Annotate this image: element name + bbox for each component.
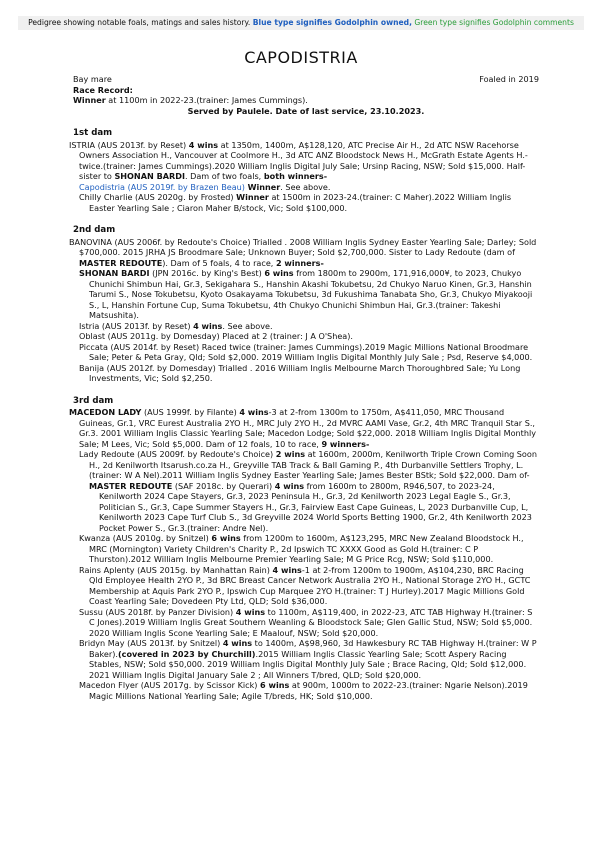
- foal-entry-rains-aplenty: Rains Aplenty (AUS 2015g. by Manhattan Rain) 4 wins-1 at 2-from 1200m to 1900m, A$104,230, BRC Racing Qld Employee Health 2YO P., 3d BRC Breast Cancer Network Australia 2YO H., National Storage 2YO H., GCTC Membership at Aquis Park 2YO P., Ipswich Cup Marquee 2YO H.(trainer: T J Hurley).2017 Magic Millions Gold Coast Yearling Sale; Dovedeen Pty Ltd, QLD; Sold $36,000.: [79, 564, 531, 606]
- foal-entry-master-redoute: MASTER REDOUTE (SAF 2018c. by Querari) 4 wins from 1600m to 2800m, R946,507, to 2023-24, Kenilworth 2024 Cape Stayers, Gr.3, 2023 Peninsula H., Gr.3, 2d Kenilworth 2023 Legal Eagle S., Gr.3, Politician S., Gr.3, Cape Summer Stayers H., Gr.3, Fairview East Cape Guineas, L, 2023 Durbanville Cup, L, Kenilworth 2023 Cape Turf Club S., 3d Greyville 2024 World Sports Betting 1900, Gr.2, 4th Kenilworth 2023 Pocket Power S., Gr.3.(trainer: Andre Nel).: [89, 480, 532, 533]
- race-record-label: Race Record:: [73, 84, 133, 95]
- third-dam-section: [69, 395, 539, 702]
- foal-entry-lady-redoute: Lady Redoute (AUS 2009f. by Redoute's Choice) 2 wins at 1600m, 2000m, Kenilworth Triple Crown Coming Soon H., 2d Kenilworth Itsarush.co.za H., Greyville TAB Track & Ball Gaming P., 4th Durbanville Settlers Trophy, L.(trainer: W A Nel).2011 William Inglis Sydney Easter Yearling Sale; James Bester BStk; Sold $22,000. Dam of-: [79, 449, 537, 480]
- dam-entry-macedon-lady: MACEDON LADY (AUS 1999f. by Filante) 4 wins-3 at 2-from 1300m to 1750m, A$411,050, MRC Thousand Guineas, Gr.1, VRC Eurest Australia 2YO H., MRC July 2YO H., 2d MVRC AAMI Vase, Gr.2, 4th MRC Tranquil Star S., Gr.3. 2001 William Inglis Classic Yearling Sale; Macedon Lodge; Sold $22,000. 2018 William Inglis Digital Monthly Sale; M Lees, Vic; Sold $5,000. Dam of 12 foals, 10 to race, 9 winners-: [69, 407, 537, 449]
- foal-entry-istria: Istria (AUS 2013f. by Reset) 4 wins. See above.: [79, 320, 273, 331]
- service-info: Served by Paulele. Date of last service, 23.10.2023.: [187, 105, 425, 116]
- horse-sex: Bay mare: [73, 74, 112, 84]
- dam-entry-banovina: BANOVINA (AUS 2006f. by Redoute's Choice) Trialled . 2008 William Inglis Sydney Easter Yearling Sale; Darley; Sold $700,000. 2015 JRHA JS Broodmare Sale; Unknown Buyer; Sold $2,700,000. Sister to Lady Redoute (dam of MASTER REDOUTE). Dam of 5 foals, 4 to race, 2 winners-: [69, 236, 537, 268]
- second-dam-section: [69, 225, 539, 384]
- legend-green: Green type signifies Godolphin comments: [414, 18, 574, 27]
- pedigree-body: [69, 74, 539, 701]
- foal-entry-oblast: Oblast (AUS 2011g. by Domesday) Placed at 2 (trainer: J A O'Shea).: [79, 331, 353, 341]
- horse-info-row: [73, 74, 539, 85]
- foal-entry-piccata: Piccata (AUS 2014f. by Reset) Raced twice (trainer: James Cummings).2019 Magic Millions National Broodmare Sale; Peter & Peta Gray, Qld; Sold $2,000. 2019 William Inglis Digital Monthly July Sale ; Psd, Reserve $4,000.: [79, 341, 533, 362]
- foal-entry-macedon-flyer: Macedon Flyer (AUS 2017g. by Scissor Kick) 6 wins at 900m, 1000m to 2022-23.(trainer: Ngarie Nelson).2019 Magic Millions National Yearling Sale; Agile T/breds, HK; Sold $10,000.: [79, 680, 528, 701]
- second-dam-title: 2nd dam: [73, 225, 116, 235]
- foal-entry-capodistria: Capodistria (AUS 2019f. by Brazen Beau) Winner. See above.: [79, 181, 331, 192]
- horse-foaled: Foaled in 2019: [479, 74, 539, 84]
- third-dam-title: 3rd dam: [73, 395, 114, 406]
- legend-plain: Pedigree showing notable foals, matings and sales history.: [28, 18, 251, 27]
- foal-entry-banija: Banija (AUS 2012f. by Domesday) Trialled . 2016 William Inglis Melbourne March Thoroughbred Sale; Yu Long Investments, Vic; Sold $2,250.: [79, 362, 521, 383]
- horse-name: CAPODISTRIA: [244, 48, 358, 67]
- first-dam-title: 1st dam: [73, 128, 113, 138]
- race-record: Winner at 1100m in 2022-23.(trainer: James Cummings).: [73, 95, 308, 105]
- legend-blue: Blue type signifies Godolphin owned,: [252, 18, 412, 27]
- foal-entry-bridyn-may: Bridyn May (AUS 2013f. by Snitzel) 4 wins to 1400m, A$98,960, 3d Hawkesbury RC TAB Highway H.(trainer: W P Baker).(covered in 2023 by Churchill).2015 William Inglis Classic Yearling Sale; Scott Aspery Racing Stables, NSW; Sold $50,000. 2019 William Inglis Digital Monthly July Sale ; Brace Racing, Qld; Sold $12,000. 2021 William Inglis Digital January Sale 2 ; All Winners T/bred, QLD; Sold $20,000.: [79, 638, 537, 680]
- legend-banner: [18, 16, 584, 30]
- foal-entry-chilly-charlie: Chilly Charlie (AUS 2020g. by Frosted) Winner at 1500m in 2023-24.(trainer: C Maher).2022 William Inglis Easter Yearling Sale ; Ciaron Maher B/stock, Vic; Sold $100,000.: [79, 192, 512, 213]
- foal-entry-shonan-bardi: SHONAN BARDI (JPN 2016c. by King's Best) 6 wins from 1800m to 2900m, 171,916,000¥, to 2023, Chukyo Chunichi Shimbun Hai, Gr.3, Sekigahara S., Hanshin Akashi Tokubetsu, 2d Chukyo Naruo Kinen, Gr.3, Hanshin Tarumi S., Nose Tokubetsu, Kyoto Osakayama Tokubetsu, 3d Fukushima Tanabata Sho, Gr.3, Chukyo Miyakooji S., L, Hanshin Fortune Cup, Suma Tokubetsu, 4th Chukyo Chunichi Shimbun Hai, Gr.3.(trainer: Takeshi Matsushita).: [79, 268, 533, 320]
- foal-entry-kwanza: Kwanza (AUS 2010g. by Snitzel) 6 wins from 1200m to 1600m, A$123,295, MRC New Zealand Bloodstock H., MRC (Mornington) Variety Children's Charity P., 2d Ipswich TC XXXX Good as Gold H.(trainer: C P Thurston).2012 William Inglis Melbourne Premier Yearling Sale; M G Price Rcg, NSW; Sold $110,000.: [79, 533, 524, 564]
- first-dam-section: [69, 128, 539, 213]
- foal-entry-sussu: Sussu (AUS 2018f. by Panzer Division) 4 wins to 1100m, A$119,400, in 2022-23, ATC TAB Highway H.(trainer: S C Jones).2019 William Inglis Great Southern Weanling & Bloodstock Sale; Glen Gallic Stud, NSW; Sold $5,000. 2020 William Inglis Scone Yearling Sale; E Maalouf, NSW; Sold $20,000.: [79, 606, 533, 638]
- dam-entry-istria: ISTRIA (AUS 2013f. by Reset) 4 wins at 1350m, 1400m, A$128,120, ATC Precise Air H., 2d ATC NSW Racehorse Owners Association H., Vancouver at Coolmore H., 3d ATC ANZ Bloodstock News H., McGrath Estate Agents H.-twice.(trainer: James Cummings).2020 William Inglis Digital July Sale; Ursinp Racing, NSW; Sold $15,000. Half-sister to SHONAN BARDI. Dam of two foals, both winners-: [69, 139, 528, 181]
